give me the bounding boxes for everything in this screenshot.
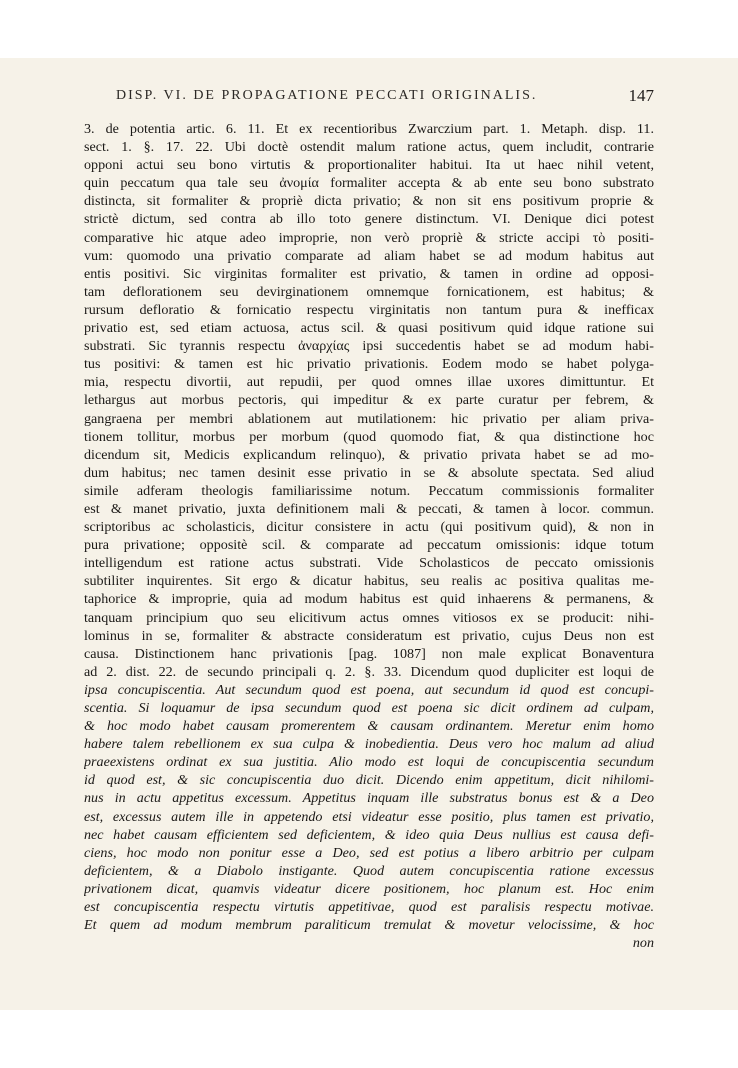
text-line: non	[632, 935, 654, 952]
text-line: scriptoribus ac scholasticis, dicitur consistere in actu (qui positivum quid), & non in	[84, 519, 654, 536]
text-line: distincta, sit formaliter & propriè dicta privatio; & non sit ens positivum proprie &	[84, 193, 654, 210]
text-line: est & manet privatio, juxta definitionem mali & peccati, & tamen à locor. commun.	[84, 500, 654, 517]
body-text	[84, 120, 654, 952]
text-line: pura privatione; oppositè scil. & comparate ad peccatum omissionis: idque totum	[84, 537, 654, 554]
text-line: sect. 1. §. 17. 22. Ubi doctè ostendit malum ratione actus, quem includit, contrarie	[84, 139, 654, 156]
running-head: DISP. VI. DE PROPAGATIONE PECCATI ORIGINALIS.	[116, 88, 538, 103]
text-line: ciens, hoc modo non ponitur esse a Deo, sed est potius a libero arbitrio per culpam	[84, 844, 654, 861]
text-line: praeexistens ordinat ex sua justitia. Alio modo est loqui de concupiscentia secundum	[84, 754, 654, 771]
text-line: privatio est, sed etiam actuosa, actus scil. & quasi positivum quid idque ratione sui	[84, 320, 654, 337]
text-line: est concupiscentia respectu virtutis appetitivae, quod est paralisis respectu motivae.	[84, 899, 654, 916]
text-line: dum habitus; nec tamen desinit esse privatio in se & absolute spectata. Sed aliud	[84, 464, 654, 481]
text-line: id quod est, & sic concupiscentia duo dicit. Dicendo enim appetitum, dicit nihilomi-	[84, 772, 654, 789]
text-line: nus in actu appetitus excessum. Appetitus inquam ille substratus bonus est & a Deo	[84, 790, 654, 807]
text-line: strictè dictum, sed contra ab illo toto genere distinctum. VI. Denique dici potest	[84, 211, 654, 228]
text-line: tionem tollitur, morbus per morbum (quod quomodo fiat, & qua distinctione hoc	[84, 428, 654, 445]
text-line: rursum defloratio & fornicatio respectu virginitatis non tantum pura & inefficax	[84, 301, 654, 318]
text-line: vum: quomodo una privatio comparate ad aliam habet se ad modum habitus aut	[84, 247, 654, 264]
text-line: tanquam principium quo seu elicitivum actus omnes vitiosos ex se producit: nihi-	[84, 609, 654, 626]
text-line: lominus in se, formaliter & abstracte consideratum est privatio, cujus Deus non est	[84, 627, 654, 644]
text-line: subtiliter inquirentes. Sit ergo & dicatur habitus, seu realis ac positiva qualitas me-	[84, 573, 654, 590]
text-line: dicendum sit, Medicis explicandum relinquo), & privatio privata habet se ad mo-	[84, 446, 654, 463]
text-line: substrati. Sic tyrannis respectu ἀναρχίας ipsi succedentis habet se ad modum habi-	[84, 338, 654, 355]
page-number: 147	[628, 86, 654, 105]
text-line: ad 2. dist. 22. de secundo principali q. 2. §. 33. Dicendum quod dupliciter est loqui de	[84, 663, 654, 680]
text-line: quin peccatum qua tale seu ἀνομία formaliter accepta & ab ente seu bono substrato	[84, 175, 654, 192]
text-line: gangraena per membri ablationem aut mutilationem: hic privatio per aliam priva-	[84, 410, 654, 427]
text-line: & hoc modo habet causam promerentem & causam ordinantem. Meretur enim homo	[84, 718, 654, 735]
text-line: Et quem ad modum membrum paraliticum tremulat & movetur velocissime, & hoc	[84, 917, 654, 934]
text-line: privationem dicat, quamvis videatur dicere positionem, hoc planum est. Hoc enim	[84, 880, 654, 897]
text-line: tam deflorationem seu devirginationem omnemque fornicationem, est habitus; &	[84, 283, 654, 300]
text-line: 3. de potentia artic. 6. 11. Et ex recentioribus Zwarczium part. 1. Metaph. disp. 11.	[84, 121, 654, 137]
text-line: simile adferam theologis familiarissime notum. Peccatum commissionis formaliter	[84, 482, 654, 499]
text-line: deficientem, & a Diabolo instigante. Quod autem concupiscentia ratione excessus	[84, 862, 654, 879]
text-line: comparative hic atque adeo improprie, non verò propriè & stricte accipi τὸ positi-	[84, 229, 654, 246]
text-line: est, excessus autem ille in appetendo etsi videatur esse positio, plus tamen est privatio,	[84, 808, 654, 825]
text-line: causa. Distinctionem hanc privationis [pag. 1087] non male explicat Bonaventura	[84, 645, 654, 662]
text-line: taphorice & improprie, quia ad modum habitus est quid inhaerens & permanens, &	[84, 591, 654, 608]
text-line: mia, respectu divortii, aut repudii, per quod omnes illae uxores dimittuntur. Et	[84, 374, 654, 391]
text-line: habere talem rebellionem ex sua culpa & inobedientia. Deus vero hoc malum ad aliud	[84, 736, 654, 753]
text-line: lethargus aut morbus pectoris, qui impeditur & ex parte curatur per febrem, &	[84, 392, 654, 409]
text-line: tus positivi: & tamen est hic privatio privationis. Eodem modo se habet polyga-	[84, 356, 654, 373]
text-line: entis positivi. Sic virginitas formaliter est privatio, & tamen in ordine ad opposi-	[84, 265, 654, 282]
text-line: nec habet causam efficientem sed deficientem, & ideo quia Deus nullius est causa defi-	[84, 826, 654, 843]
text-line: intelligendum est ratione actus substrati. Vide Scholasticos de peccato omissionis	[84, 555, 654, 572]
text-line: scentia. Si loquamur de ipsa secundum quod est poena sic dicit ordinem ad culpam,	[84, 700, 654, 716]
text-line: ipsa concupiscentia. Aut secundum quod est poena, aut secundum id quod est concupi-	[84, 681, 654, 698]
page-header	[84, 88, 654, 110]
text-line: opponi actui seu bono virtutis & proportionaliter habitui. Ita ut haec nihil vetent,	[84, 157, 654, 174]
